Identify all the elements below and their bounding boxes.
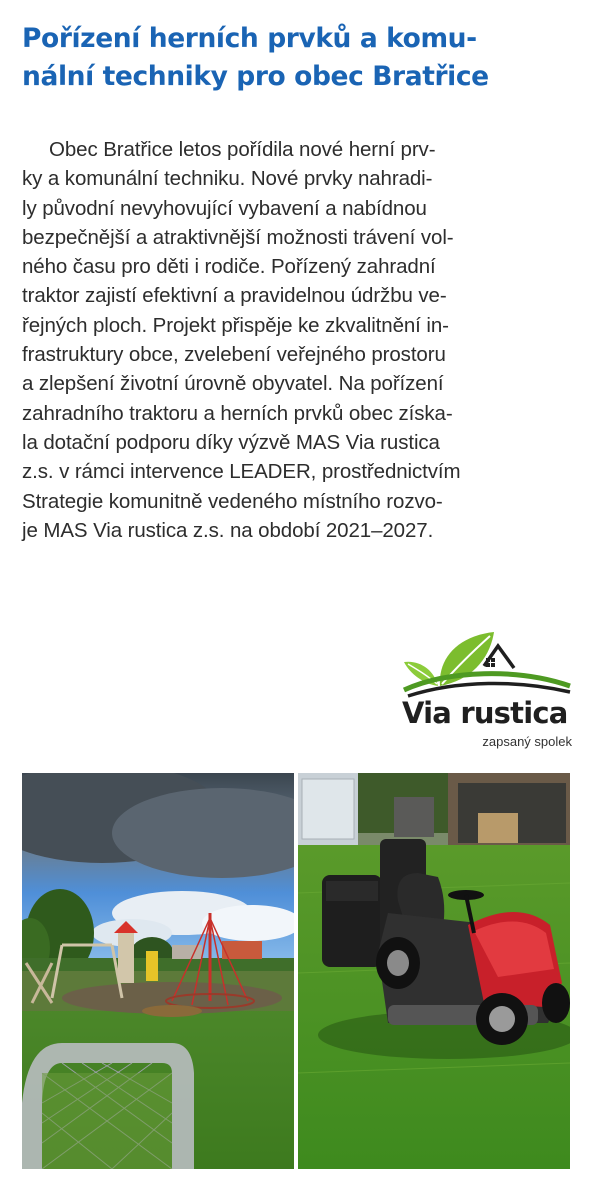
body-line: z.s. v rámci intervence LEADER, prostřednictvím — [22, 460, 461, 484]
body-line: frastruktury obce, zvelebení veřejného prostoru — [22, 343, 446, 367]
leaf-house-logo-icon — [398, 628, 574, 700]
body-line: řejných ploch. Projekt přispěje ke zkvalitnění in- — [22, 313, 449, 337]
body-line: ky a komunální techniku. Nové prvky nahradi- — [22, 167, 433, 191]
garden-tractor-photo — [298, 773, 570, 1169]
article-title — [22, 20, 582, 96]
playground-photo — [22, 773, 294, 1169]
body-line: zahradního traktoru a herních prvků obec získa- — [22, 401, 453, 425]
article-title-line: Pořízení herních prvků a komu- — [22, 23, 477, 54]
body-line: je MAS Via rustica z.s. na období 2021–2027. — [22, 518, 434, 542]
logo-name: Via rustica — [402, 696, 568, 730]
body-line: bezpečnější a atraktivnější možnosti trávení vol- — [22, 225, 454, 249]
article-title-line: nální techniky pro obec Bratřice — [22, 61, 489, 92]
via-rustica-logo — [398, 628, 574, 752]
article-body — [22, 135, 582, 545]
body-line: Strategie komunitně vedeného místního rozvo- — [22, 489, 443, 513]
body-line: la dotační podporu díky výzvě MAS Via rustica — [22, 430, 440, 454]
body-line: a zlepšení životní úrovně obyvatel. Na pořízení — [22, 372, 444, 396]
logo-subtitle: zapsaný spolek — [482, 734, 572, 749]
body-line: traktor zajistí efektivní a pravidelnou údržbu ve- — [22, 284, 447, 308]
body-line: Obec Bratřice letos pořídila nové herní prv- — [49, 138, 436, 161]
body-line: ly původní nevyhovující vybavení a nabídnou — [22, 196, 427, 220]
body-line: ného času pro děti i rodiče. Pořízený zahradní — [22, 255, 436, 279]
